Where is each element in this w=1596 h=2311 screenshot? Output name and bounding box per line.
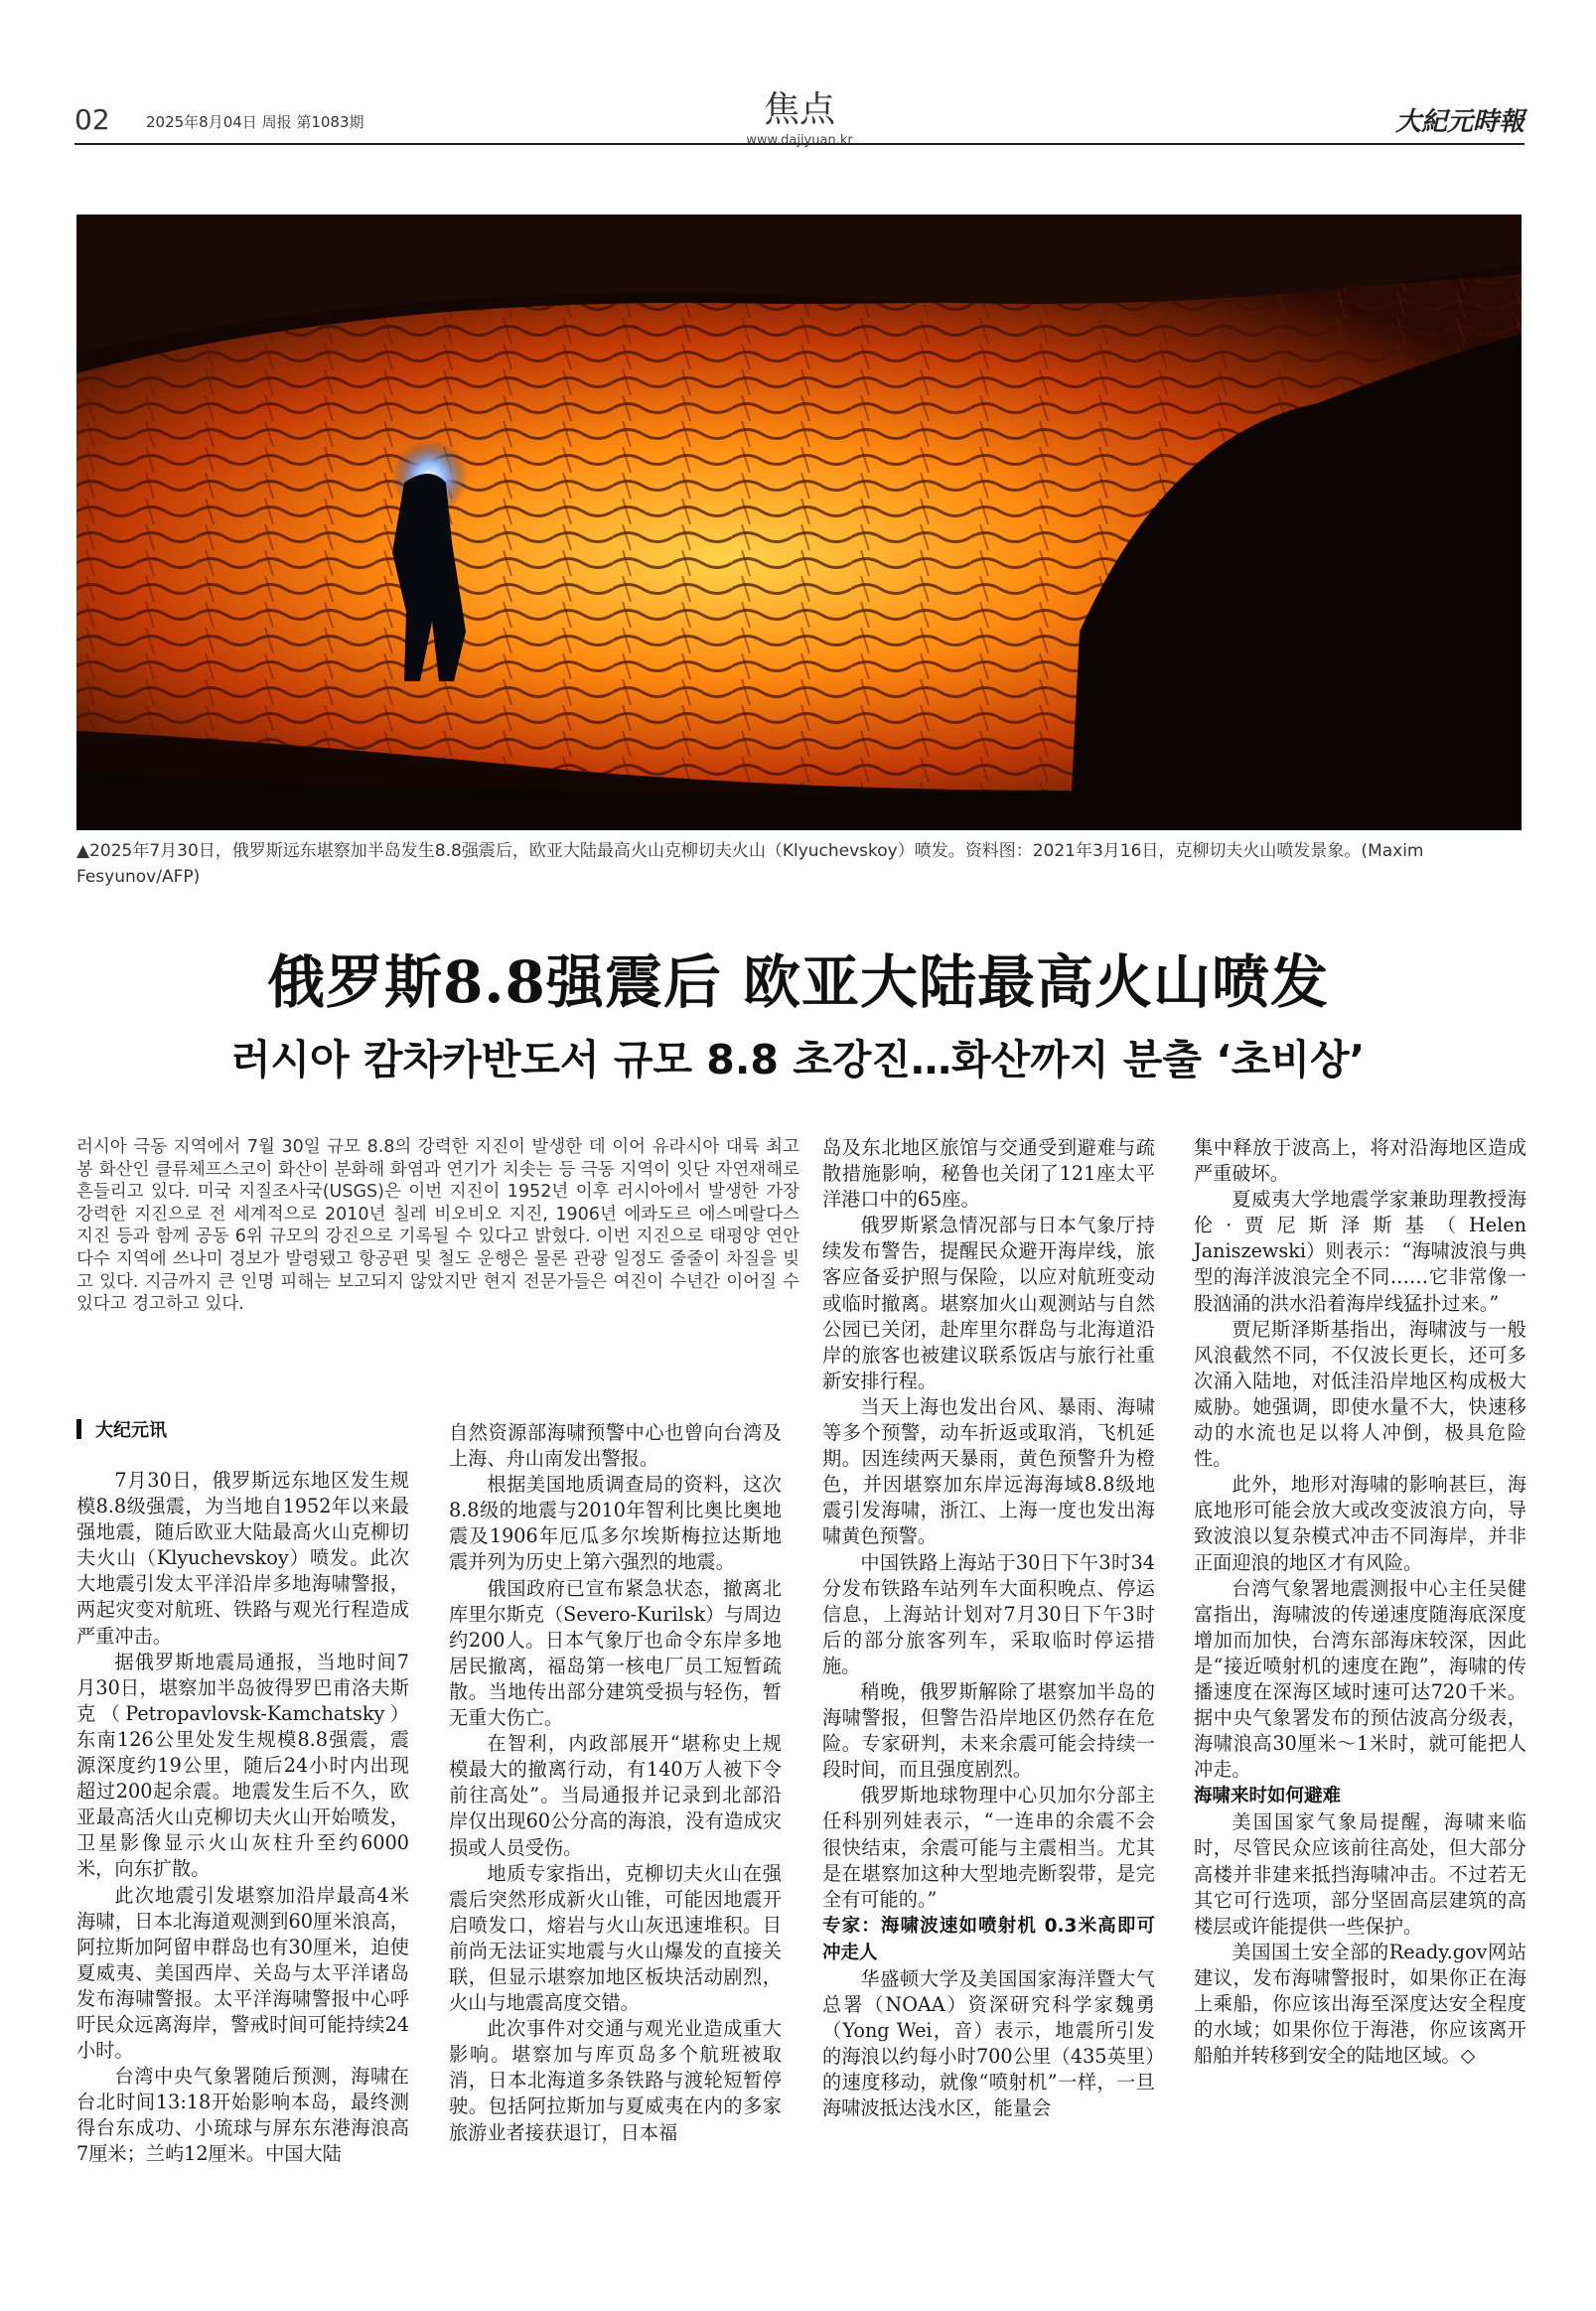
- paragraph: 美国国家气象局提醒，海啸来临时，尽管民众应该前往高处，但大部分高楼并非建来抵挡海啸冲击。不过若无其它可行选项，部分坚固高层建筑的高楼层或许能提供一些保护。: [1194, 1810, 1526, 1938]
- byline-bar: [76, 1419, 81, 1439]
- paragraph: 此次事件对交通与观光业造成重大影响。堪察加与库页岛多个航班被取消，日本北海道多条铁路与渡轮短暂停驶。包括阿拉斯加与夏威夷在内的多家旅游业者接获退订，日本福: [449, 2017, 782, 2144]
- newspaper-logo: 大紀元時報: [1394, 107, 1524, 137]
- paragraph: 7月30日，俄罗斯远东地区发生规模8.8级强震，为当地自1952年以来最强地震，随后欧亚大陆最高火山克柳切夫火山（Klyuchevskoy）喷发。此次大地震引发太平洋沿岸多地海啸警报，两起灾变对航班、铁路与观光行程造成严重冲击。: [76, 1469, 409, 1648]
- page-number: 02: [74, 103, 110, 136]
- paragraph: 据俄罗斯地震局通报，当地时间7月30日，堪察加半岛彼得罗巴甫洛夫斯克（Petropavlovsk-Kamchatsky）东南126公里处发生规模8.8强震，震源深度约19公里，随后24小时内出现超过200起余震。地震发生后不久，欧亚最高活火山克柳切夫火山开始喷发，卫星影像显示火山灰柱升至约6000米，向东扩散。: [76, 1650, 409, 1881]
- lava-image: [76, 215, 1522, 830]
- korean-subheadline: 러시아 캄차카반도서 규모 8.8 초강진…화산까지 분출 ‘초비상’: [230, 1036, 1366, 1083]
- paragraph: 美国国土安全部的Ready.gov网站建议，发布海啸警报时，如果你正在海上乘船，你应该出海至深度达安全程度的水域；如果你位于海港，你应该离开船舶并转移到安全的陆地区域。◇: [1194, 1940, 1526, 2068]
- headline: 俄罗斯8.8强震后 欧亚大陆最高火山喷发: [266, 948, 1330, 1016]
- paragraph: 夏威夷大学地震学家兼助理教授海伦·贾尼斯泽斯基（Helen Janiszewski）则表示：“海啸波浪与典型的海洋波浪完全不同……它非常像一股汹涌的洪水沿着海岸线猛扑过来。”: [1194, 1188, 1526, 1315]
- paragraph: 地质专家指出，克柳切夫火山在强震后突然形成新火山锥，可能因地震开启喷发口，熔岩与火山灰迅速堆积。目前尚无法证实地震与火山爆发的直接关联，但显示堪察加地区板块活动剧烈，火山与地震高度交错。: [449, 1861, 782, 2015]
- article-column-2: [449, 1420, 782, 2146]
- photo-caption: ▲2025年7月30日，俄罗斯远东堪察加半岛发生8.8强震后，欧亚大陆最高火山克柳切夫火山（Klyuchevskoy）喷发。资料图：2021年3月16日，克柳切夫火山喷发景象。(Maxim Fesyunov/AFP): [76, 841, 1424, 887]
- issue-date: 2025年8月04日 周报 第1083期: [146, 113, 364, 131]
- section-title: 焦点: [763, 89, 835, 130]
- paragraph: 岛及东北地区旅馆与交通受到避难与疏散措施影响，秘鲁也关闭了121座太平洋港口中的65座。: [822, 1136, 1155, 1212]
- paragraph: 俄国政府已宣布紧急状态，撤离北库里尔斯克（Severo-Kurilsk）与周边约200人。日本气象厅也命令东岸多地居民撤离，福岛第一核电厂员工短暂疏散。当地传出部分建筑受损与轻伤，暂无重大伤亡。: [449, 1576, 782, 1730]
- paragraph: 在智利，内政部展开“堪称史上规模最大的撤离行动，有140万人被下令前往高处”。当局通报并记录到北部沿岸仅出现60公分高的海浪，没有造成灾损或人员受伤。: [449, 1732, 782, 1859]
- paragraph: 贾尼斯泽斯基指出，海啸波与一般风浪截然不同，不仅波长更长，还可多次涌入陆地，对低洼沿岸地区构成极大威胁。她强调，即使水量不大，快速移动的水流也足以将人冲倒，极具危险性。: [1194, 1317, 1526, 1471]
- article-column-4: [1194, 1135, 1526, 2069]
- byline: [76, 1416, 167, 1442]
- paragraph: 稍晚，俄罗斯解除了堪察加半岛的海啸警报，但警告沿岸地区仍然存在危险。专家研判，未来余震可能会持续一段时间，而且强度剧烈。: [822, 1679, 1155, 1782]
- volcano-photo: [76, 215, 1522, 830]
- paragraph: 根据美国地质调查局的资料，这次8.8级的地震与2010年智利比奥比奥地震及1906年厄瓜多尔埃斯梅拉达斯地震并列为历史上第六强烈的地震。: [449, 1473, 782, 1574]
- section-subheading: 海啸来时如何避难: [1194, 1786, 1342, 1807]
- section-subheading: 专家：海啸波速如喷射机 0.3米高即可冲走人: [822, 1915, 1155, 1963]
- paragraph: 此次地震引发堪察加沿岸最高4米海啸，日本北海道观测到60厘米浪高，阿拉斯加阿留申群岛也有30厘米，迫使夏威夷、美国西岸、关岛与太平洋诸岛发布海啸警报。太平洋海啸警报中心呼吁民众远离海岸，警戒时间可能持续24小时。: [76, 1883, 409, 2063]
- paragraph: 俄罗斯紧急情况部与日本气象厅持续发布警告，提醒民众避开海岸线，旅客应备妥护照与保险，以应对航班变动或临时撤离。堪察加火山观测站与自然公园已关闭，赴库里尔群岛与北海道沿岸的旅客也被建议联系饭店与旅行社重新安排行程。: [822, 1214, 1155, 1392]
- paragraph: 自然资源部海啸预警中心也曾向台湾及上海、舟山南发出警报。: [449, 1421, 782, 1471]
- header-rule: [74, 143, 1524, 145]
- paragraph: 华盛顿大学及美国国家海洋暨大气总署（NOAA）资深研究科学家魏勇（Yong Wei，音）表示，地震所引发的海浪以约每小时700公里（435英里）的速度移动，就像“喷射机”一样，一旦海啸波抵达浅水区，能量会: [822, 1966, 1155, 2120]
- page-header: [74, 89, 1524, 148]
- article-column-3: [822, 1135, 1155, 2121]
- byline-text: 大纪元讯: [95, 1420, 167, 1441]
- paragraph: 中国铁路上海站于30日下午3时34分发布铁路车站列车大面积晚点、停运信息，上海站计划对7月30日下午3时后的部分旅客列车，采取临时停运措施。: [822, 1550, 1155, 1677]
- website-url[interactable]: www.dajiyuan.kr: [746, 133, 853, 148]
- paragraph: 当天上海也发出台风、暴雨、海啸等多个预警，动车折返或取消，飞机延期。因连续两天暴雨，黄色预警升为橙色，并因堪察加东岸远海海域8.8级地震引发海啸，浙江、上海一度也发出海啸黄色预警。: [822, 1394, 1155, 1548]
- article-column-1: [76, 1468, 409, 2168]
- paragraph: 台湾气象署地震测报中心主任吴健富指出，海啸波的传递速度随海底深度增加而加快，台湾东部海床较深，因此是“接近喷射机的速度在跑”，海啸的传播速度在深海区域时速可达720千米。据中央气象署发布的预估波高分级表，海啸浪高30厘米～1米时，就可能把人冲走。: [1194, 1576, 1526, 1782]
- paragraph: 集中释放于波高上，将对沿海地区造成严重破坏。: [1194, 1136, 1526, 1186]
- paragraph: 俄罗斯地球物理中心贝加尔分部主任科别列娃表示，“一连串的余震不会很快结束，余震可能与主震相当。尤其是在堪察加这种大型地壳断裂带，是完全有可能的。”: [822, 1784, 1155, 1911]
- paragraph: 台湾中央气象署随后预测，海啸在台北时间13:18开始影响本岛，最终测得台东成功、小琉球与屏东东港海浪高7厘米；兰屿12厘米。中国大陆: [76, 2065, 409, 2166]
- korean-summary: 러시아 극동 지역에서 7월 30일 규모 8.8의 강력한 지진이 발생한 데 이어 유라시아 대륙 최고봉 화산인 클류체프스코이 화산이 분화해 화염과 연기가 치솟는 등 극동 지역이 잇단 자연재해로 흔들리고 있다. 미국 지질조사국(USGS)은 이번 지진이 1952년 이후 러시아에서 발생한 가장 강력한 지진으로 전 세계적으로 2010년 칠레 비오비오 지진, 1906년 에콰도르 에스메랄다스 지진 등과 함께 공동 6위 규모의 강진으로 기록될 수 있다고 밝혔다. 이번 지진으로 태평양 연안 다수 지역에 쓰나미 경보가 발령됐고 항공편 및 철도 운행은 물론 관광 일정도 줄줄이 차질을 빚고 있다. 지금까지 큰 인명 피해는 보고되지 않았지만 현지 전문가들은 여진이 수년간 이어질 수 있다고 경고하고 있다.: [76, 1137, 799, 1315]
- paragraph: 此外，地形对海啸的影响甚巨，海底地形可能会放大或改变波浪方向，导致波浪以复杂模式冲击不同海岸，并非正面迎浪的地区才有风险。: [1194, 1473, 1526, 1574]
